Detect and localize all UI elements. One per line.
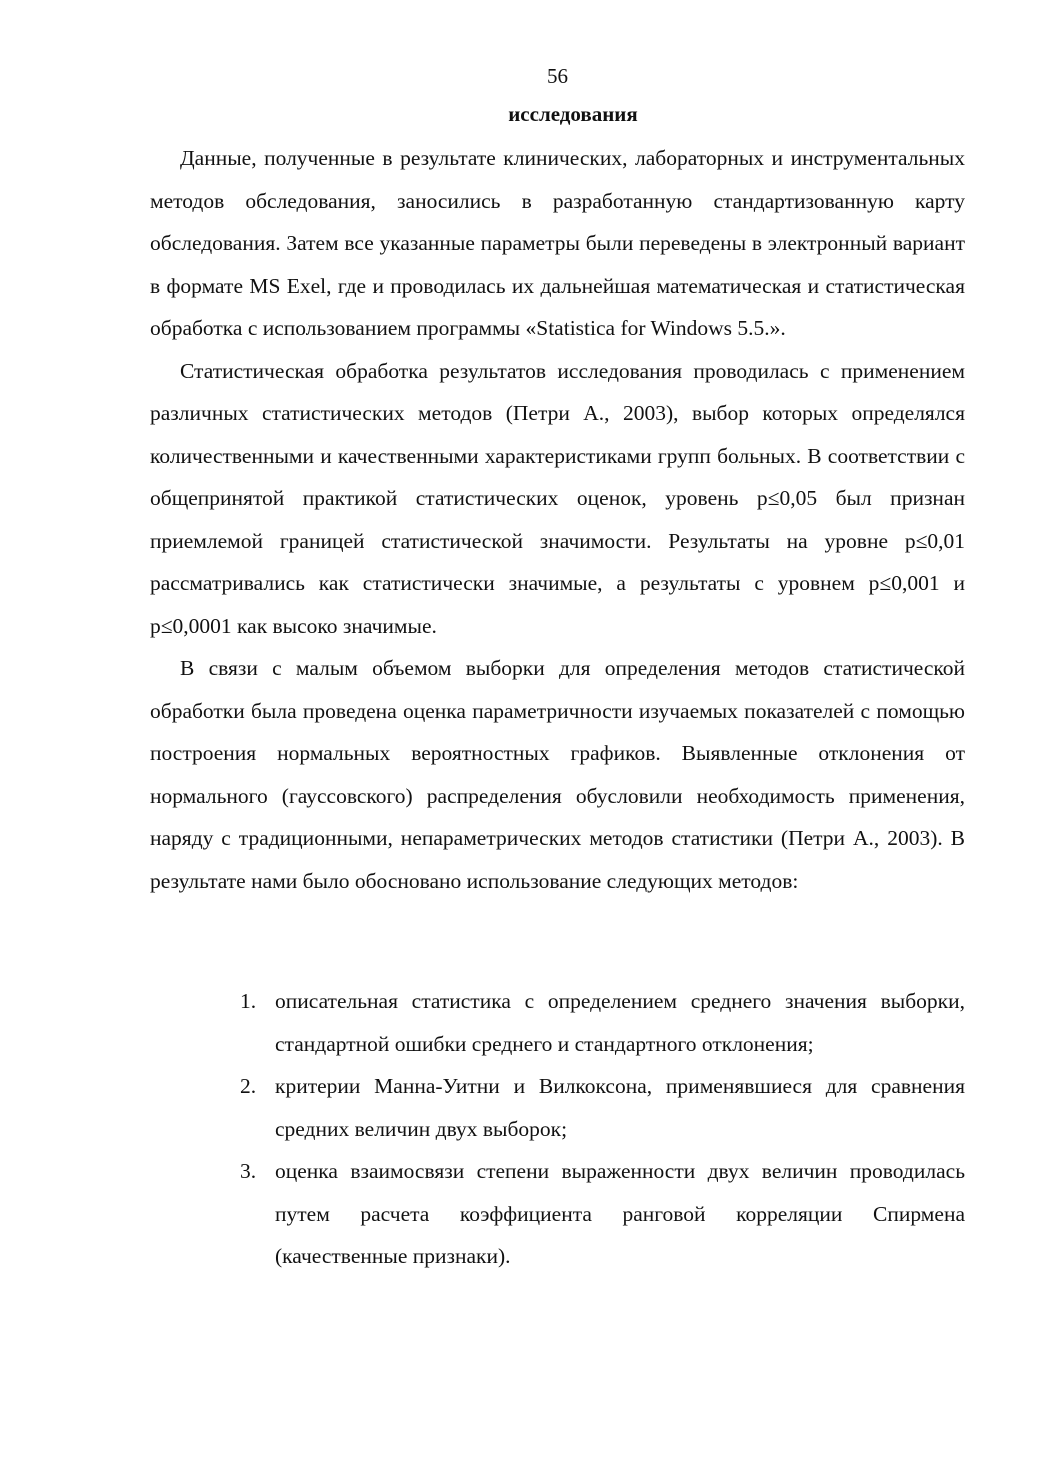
- list-item-text: описательная статистика с определением среднего значения выборки, стандартной ошибки среднего и стандартного отклонения;: [275, 989, 965, 1056]
- list-item-number: 2.: [240, 1074, 257, 1098]
- list-item: [240, 980, 965, 1065]
- list-item-number: 3.: [240, 1159, 257, 1183]
- body-text: [150, 137, 965, 902]
- paragraph-sample-size: В связи с малым объемом выборки для определения методов статистической обработки была проведена оценка параметричности изучаемых показателей с помощью построения нормальных вероятностных графиков. Выявленные отклонения от нормального (гауссовского) распределения обусловили необходимость применения, наряду с традиционными, непараметрических методов статистики (Петри А., 2003). В результате нами было обосновано использование следующих методов:: [150, 656, 965, 893]
- page-number: 56: [547, 64, 568, 88]
- list-item: [240, 1150, 965, 1278]
- paragraph-data-entry: Данные, полученные в результате клинических, лабораторных и инструментальных методов обследования, заносились в разработанную стандартизованную карту обследования. Затем все указанные параметры были переведены в электронный вариант в формате MS Exel, где и проводилась их дальнейшая математическая и статистическая обработка с использованием программы «Statistica for Windows 5.5.».: [150, 146, 965, 340]
- list-item-text: оценка взаимосвязи степени выраженности двух величин проводилась путем расчета коэффициента ранговой корреляции Спирмена (качественные признаки).: [275, 1159, 965, 1268]
- list-item-text: критерии Манна-Уитни и Вилкоксона, применявшиеся для сравнения средних величин двух выборок;: [275, 1074, 965, 1141]
- paragraph-statistical-processing: Статистическая обработка результатов исследования проводилась с применением различных статистических методов (Петри А., 2003), выбор которых определялся количественными и качественными характеристиками групп больных. В соответствии с общепринятой практикой статистических оценок, уровень p≤0,05 был признан приемлемой границей статистической значимости. Результаты на уровне p≤0,01 рассматривались как статистически значимые, а результаты с уровнем p≤0,001 и p≤0,0001 как высоко значимые.: [150, 358, 965, 638]
- section-heading: исследования: [508, 102, 638, 126]
- methods-list: [240, 980, 965, 1278]
- list-item: [240, 1065, 965, 1150]
- list-item-number: 1.: [240, 989, 257, 1013]
